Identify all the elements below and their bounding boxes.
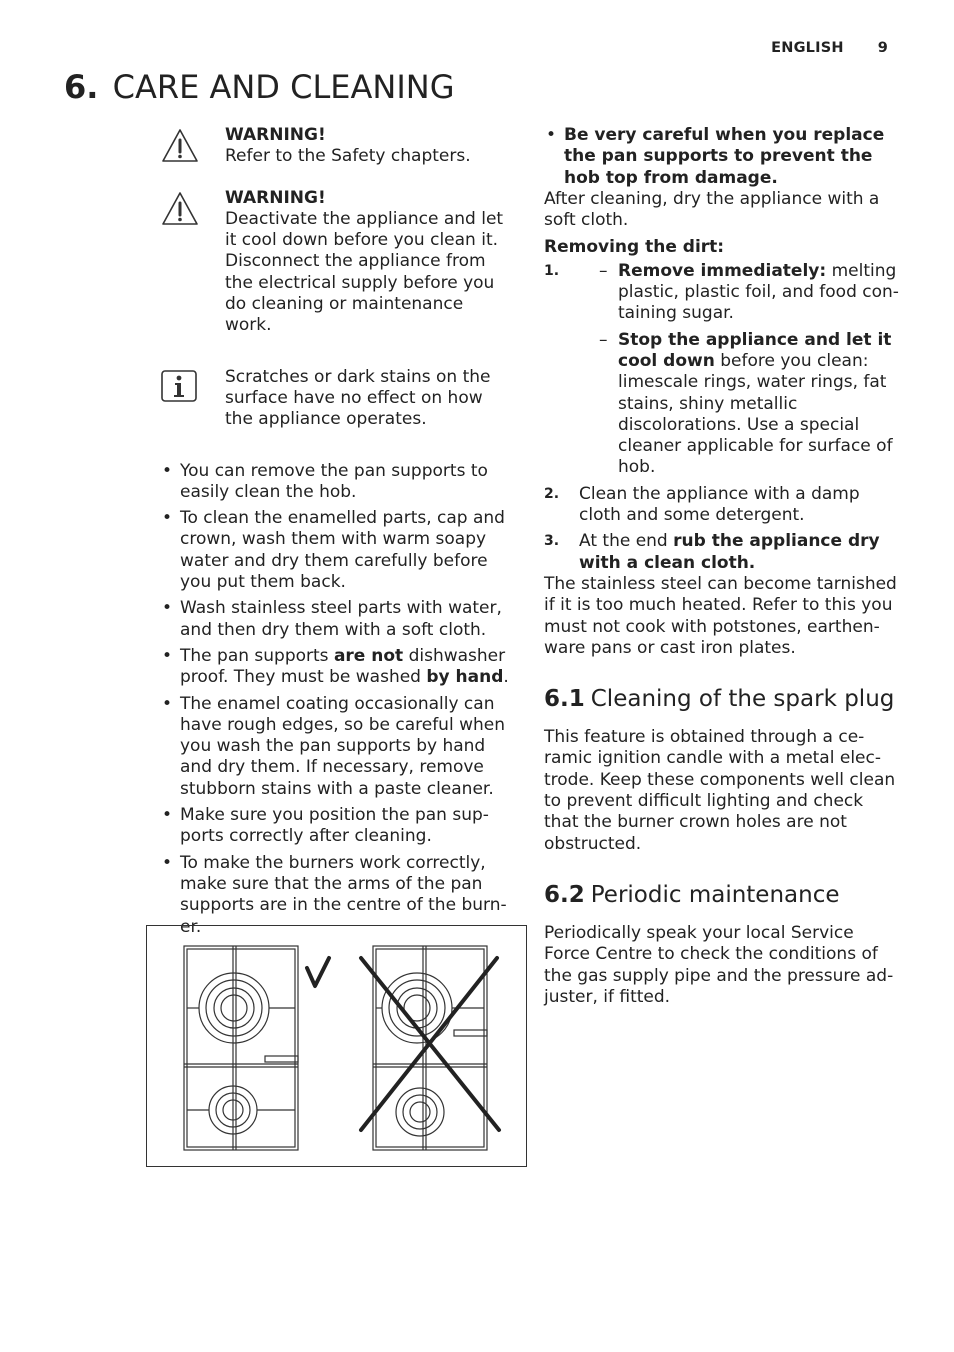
page-number: 9 — [877, 40, 888, 56]
bold-fragment: Stop the appliance and let it cool down — [618, 329, 892, 371]
removing-steps — [544, 261, 899, 574]
check-mark-icon — [307, 958, 329, 986]
list-item — [544, 125, 899, 189]
chapter-title-text: CARE AND CLEANING — [112, 68, 455, 106]
step-number: 2. — [544, 485, 560, 502]
list-item: • To make the burners work correctly, make sure that the arms of the pan supports are in the centre of the burner. — [160, 853, 512, 938]
step-number: 1. — [544, 262, 560, 279]
warning-title-2: WARNING! — [225, 187, 326, 208]
warning-title-1: WARNING! — [225, 125, 326, 145]
tarnish-text: The stainless steel can become tarnished if it is too much heated. Refer to this you must not cook with potstones, earthenware pans or cast iron plates. — [544, 573, 897, 658]
bold-fragment: Remove immediately: — [618, 260, 827, 281]
warning-text-1: Refer to the Safety chapters. — [225, 146, 471, 167]
text-fragment: before you clean: limescale rings, water rings, fat stains, shiny metallic discolorations. Use a special cleaner applicable for surface of hob. — [618, 350, 893, 478]
section-number: 6.1 — [544, 686, 585, 713]
section-6-2-heading — [544, 881, 899, 909]
left-column — [160, 125, 512, 943]
step-3 — [544, 531, 899, 574]
text-fragment: . — [503, 667, 509, 688]
info-icon — [160, 369, 200, 409]
list-item: • The enamel coating occasionally can have rough edges, so be careful when you wash the pan supports by hand and dry them. If necessary, remove stubborn stains with a paste cleaner. — [160, 694, 512, 800]
page-header — [771, 38, 888, 59]
text-fragment: The pan supports — [180, 645, 334, 666]
section-title: Cleaning of the spark plug — [590, 686, 895, 713]
chapter-number: 6. — [64, 68, 99, 106]
section-number: 6.2 — [544, 881, 585, 908]
list-item: • You can remove the pan supports to easily clean the hob. — [160, 461, 512, 504]
list-item: • Make sure you position the pan supports correctly after cleaning. — [160, 805, 512, 848]
step-1-dash-list — [599, 261, 899, 479]
warning-triangle-icon — [160, 127, 200, 167]
text-fragment: dishwasher proof. They must be washed — [180, 645, 506, 688]
bold-fragment: Be very careful when you replace the pan supports to prevent the hob top from damage. — [564, 125, 885, 188]
info-note — [160, 367, 512, 431]
bold-fragment: are not — [333, 645, 404, 666]
step-1 — [544, 261, 899, 479]
chapter-title — [64, 66, 454, 108]
cleaning-bullet-list — [160, 461, 512, 938]
list-item: • Wash stainless steel parts with water, and then dry them with a soft cloth. — [160, 598, 512, 641]
step-number: 3. — [544, 533, 560, 550]
replace-bullet-list — [544, 125, 899, 189]
list-item — [160, 646, 512, 689]
bold-fragment: rub the appliance dry with a clean cloth. — [579, 531, 880, 573]
warning-text-2: Deactivate the appliance and let it cool down before you clean it. Disconnect the appliance from the electrical supply before you do cleaning or maintenance work. — [225, 208, 504, 336]
bold-fragment: by hand — [426, 667, 504, 688]
removing-dirt-title: Removing the dirt: — [544, 237, 725, 258]
hob-correct — [184, 946, 298, 1150]
list-item: • To clean the enamelled parts, cap and crown, wash them with warm soapy water and dry them carefully before you put them back. — [160, 508, 512, 593]
info-text: Scratches or dark stains on the surface have no effect on how the appliance operates. — [225, 366, 491, 430]
step-2 — [544, 484, 899, 527]
section-title: Periodic maintenance — [590, 881, 840, 908]
warning-note-1 — [160, 125, 512, 168]
list-item — [599, 330, 899, 479]
hob-drawing — [147, 926, 526, 1166]
text-fragment: melting plastic, plastic foil, and food containing sugar. — [618, 260, 899, 324]
section-6-2-text: Periodically speak your local Service Force Centre to check the conditions of the gas supply pipe and the pressure adjuster, if fitted. — [544, 922, 894, 1007]
list-item — [599, 261, 899, 325]
right-column — [544, 125, 899, 1008]
warning-note-2 — [160, 188, 512, 337]
hob-wrong — [373, 946, 487, 1150]
section-6-1-text: This feature is obtained through a ceramic ignition candle with a metal electrode. Keep these components well clean to prevent difficult lighting and check that the burner crown holes are not obstructed. — [544, 727, 896, 854]
warning-triangle-icon — [160, 190, 200, 230]
pan-support-illustration — [146, 925, 527, 1167]
after-cleaning-text: After cleaning, dry the appliance with a soft cloth. — [544, 188, 880, 231]
header-language: ENGLISH — [771, 40, 844, 56]
section-6-1-heading — [544, 685, 899, 713]
text-fragment: At the end — [579, 531, 674, 552]
step-text: Clean the appliance with a damp cloth and some detergent. — [579, 483, 860, 526]
